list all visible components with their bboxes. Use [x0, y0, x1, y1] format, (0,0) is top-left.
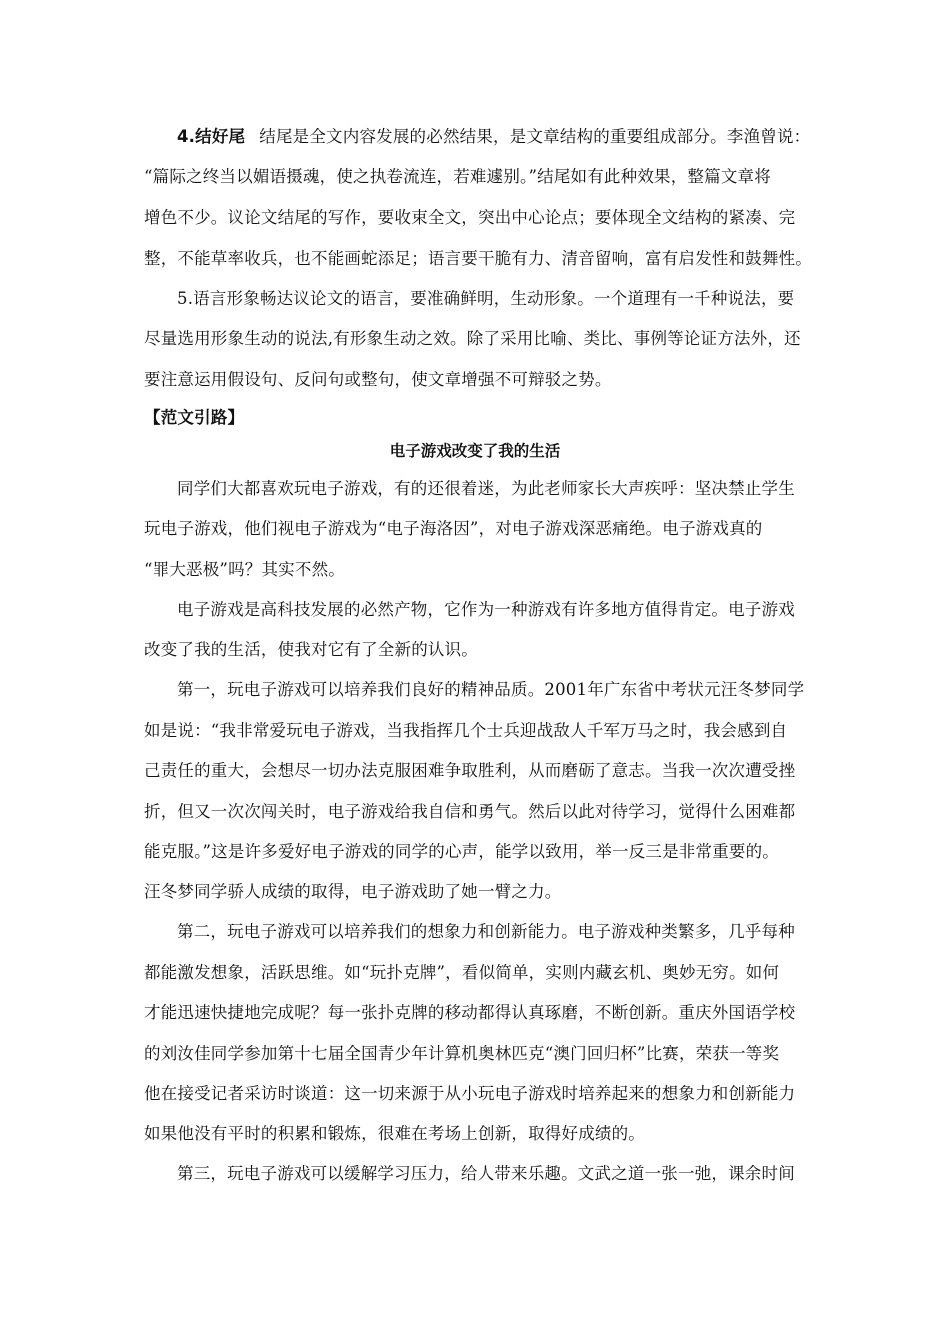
- essay-p3-line-4: 折，但又一次次闯关时，电子游戏给我自信和勇气。然后以此对待学习，觉得什么困难都: [144, 802, 796, 821]
- section4-text: 结尾是全文内容发展的必然结果，是文章结构的重要组成部分。李渔曾说：: [259, 127, 811, 146]
- example-heading: 【范文引路】: [144, 408, 245, 427]
- section4-line-2: “篇际之终当以媚语摄魂，使之执卷流连，若难遽别。”结尾如有此种效果，整篇文章将: [144, 167, 771, 186]
- essay-p4-line-2: 都能激发想象，活跃思维。如“玩扑克牌”，看似简单，实则内藏玄机、奥妙无穷。如何: [144, 963, 780, 982]
- section4-label: 4.结好尾: [177, 127, 246, 146]
- section5-line-2: 尽量选用形象生动的说法,有形象生动之效。除了采用比喻、类比、事例等论证方法外，还: [144, 329, 801, 348]
- essay-p4-line-3: 才能迅速快捷地完成呢？每一张扑克牌的移动都得认真琢磨，不断创新。重庆外国语学校: [144, 1003, 796, 1022]
- section5-line-3: 要注意运用假设句、反问句或整句，使文章增强不可辩驳之势。: [144, 370, 612, 389]
- essay-p4-line-1: 第二，玩电子游戏可以培养我们的想象力和创新能力。电子游戏种类繁多，几乎每种: [177, 922, 795, 941]
- essay-p1-line-2: 玩电子游戏，他们视电子游戏为“电子海洛因”，对电子游戏深恶痛绝。电子游戏真的: [144, 519, 763, 538]
- section5-line-1: 5.语言形象畅达议论文的语言，要准确鲜明，生动形象。一个道理有一千种说法，要: [177, 289, 795, 308]
- essay-p5-line-1: 第三，玩电子游戏可以缓解学习压力，给人带来乐趣。文武之道一张一弛，课余时间: [177, 1164, 795, 1183]
- essay-p3-line-1: 第一，玩电子游戏可以培养我们良好的精神品质。2001年广东省中考状元汪冬梦同学: [177, 680, 805, 699]
- essay-p4-line-6: 如果他没有平时的积累和锻炼，很难在考场上创新，取得好成绩的。: [144, 1124, 645, 1143]
- essay-p3-line-2: 如是说：“我非常爱玩电子游戏，当我指挥几个士兵迎战敌人千军万马之时，我会感到自: [144, 721, 788, 740]
- essay-p2-line-2: 改变了我的生活，使我对它有了全新的认识。: [144, 640, 478, 659]
- essay-p2-line-1: 电子游戏是高科技发展的必然产物，它作为一种游戏有许多地方值得肯定。电子游戏: [177, 600, 795, 619]
- essay-title: 电子游戏改变了我的生活: [389, 442, 561, 460]
- section4-line-1: [177, 127, 814, 147]
- essay-p4-line-4: 的刘汝佳同学参加第十七届全国青少年计算机奥林匹克“澳门回归杯”比赛，荣获一等奖: [144, 1044, 780, 1063]
- essay-p3-line-3: 己责任的重大，会想尽一切办法克服困难争取胜利，从而磨砺了意志。当我一次次遭受挫: [144, 761, 796, 780]
- essay-p1-line-1: 同学们大都喜欢玩电子游戏，有的还很着迷，为此老师家长大声疾呼：坚决禁止学生: [177, 479, 795, 498]
- essay-p1-line-3: “罪大恶极”吗？其实不然。: [144, 560, 345, 579]
- section4-line-3: 增色不少。议论文结尾的写作，要收束全文，突出中心论点；要体现全文结构的紧凑、完: [144, 208, 796, 227]
- section4-line-4: 整，不能草率收兵，也不能画蛇添足；语言要干脆有力、清音留响，富有启发性和鼓舞性。: [144, 249, 812, 268]
- essay-p3-line-5: 能克服。”这是许多爱好电子游戏的同学的心声，能学以致用，举一反三是非常重要的。: [144, 842, 779, 861]
- essay-p4-line-5: 他在接受记者采访时谈道：这一切来源于从小玩电子游戏时培养起来的想象力和创新能力: [144, 1084, 796, 1103]
- essay-p3-line-6: 汪冬梦同学骄人成绩的取得，电子游戏助了她一臂之力。: [144, 882, 562, 901]
